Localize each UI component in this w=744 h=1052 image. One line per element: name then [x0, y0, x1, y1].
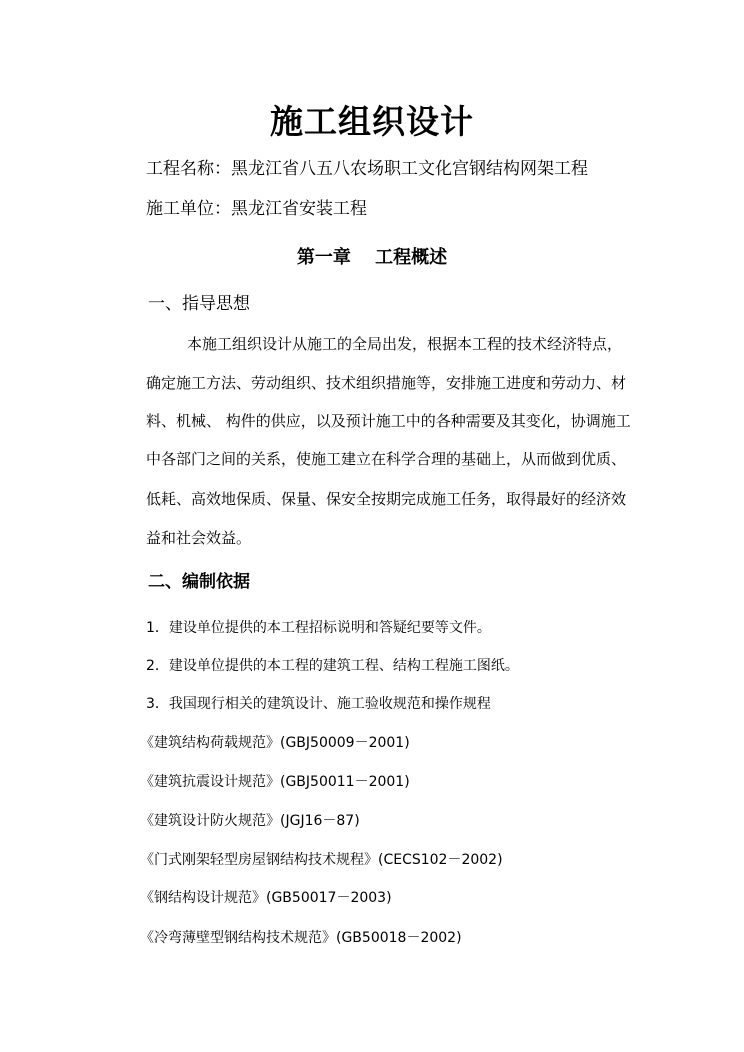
standard-item: 《建筑结构荷载规范》(GBJ50009－2001)	[140, 735, 410, 751]
construction-unit: 施工单位：黑龙江省安装工程	[146, 199, 367, 219]
section-heading-basis: 二、编制依据	[148, 572, 250, 592]
chapter-heading: 第一章 工程概述	[296, 247, 448, 268]
standard-item: 《建筑设计防火规范》(JGJ16－87)	[140, 813, 360, 829]
standard-item: 《冷弯薄壁型钢结构技术规范》(GB50018－2002)	[140, 930, 462, 946]
basis-item: 1．建设单位提供的本工程招标说明和答疑纪要等文件。	[146, 620, 491, 636]
project-name: 工程名称：黑龙江省八五八农场职工文化宫钢结构网架工程	[146, 159, 588, 179]
standard-item: 《建筑抗震设计规范》(GBJ50011－2001)	[140, 774, 410, 790]
paragraph-line: 料、机械、 构件的供应，以及预计施工中的各种需要及其变化，协调施工	[146, 412, 631, 430]
paragraph-line: 本施工组织设计从施工的全局出发，根据本工程的技术经济特点，	[187, 335, 623, 353]
section-heading-guiding-thought: 一、指导思想	[148, 294, 250, 314]
basis-item: 2．建设单位提供的本工程的建筑工程、结构工程施工图纸。	[146, 658, 519, 674]
standard-item: 《钢结构设计规范》(GB50017－2003)	[140, 890, 392, 906]
paragraph-line: 确定施工方法、劳动组织、技术组织措施等，安排施工进度和劳动力、材	[146, 374, 627, 392]
document-title: 施工组织设计	[270, 102, 474, 141]
paragraph-line: 低耗、高效地保质、保量、保安全按期完成施工任务，取得最好的经济效	[146, 490, 627, 508]
basis-item: 3．我国现行相关的建筑设计、施工验收规范和操作规程	[146, 696, 491, 712]
paragraph-line: 益和社会效益。	[146, 529, 252, 547]
paragraph-line: 中各部门之间的关系，使施工建立在科学合理的基础上，从而做到优质、	[146, 450, 627, 468]
standard-item: 《门式刚架轻型房屋钢结构技术规程》(CECS102－2002)	[140, 852, 503, 868]
